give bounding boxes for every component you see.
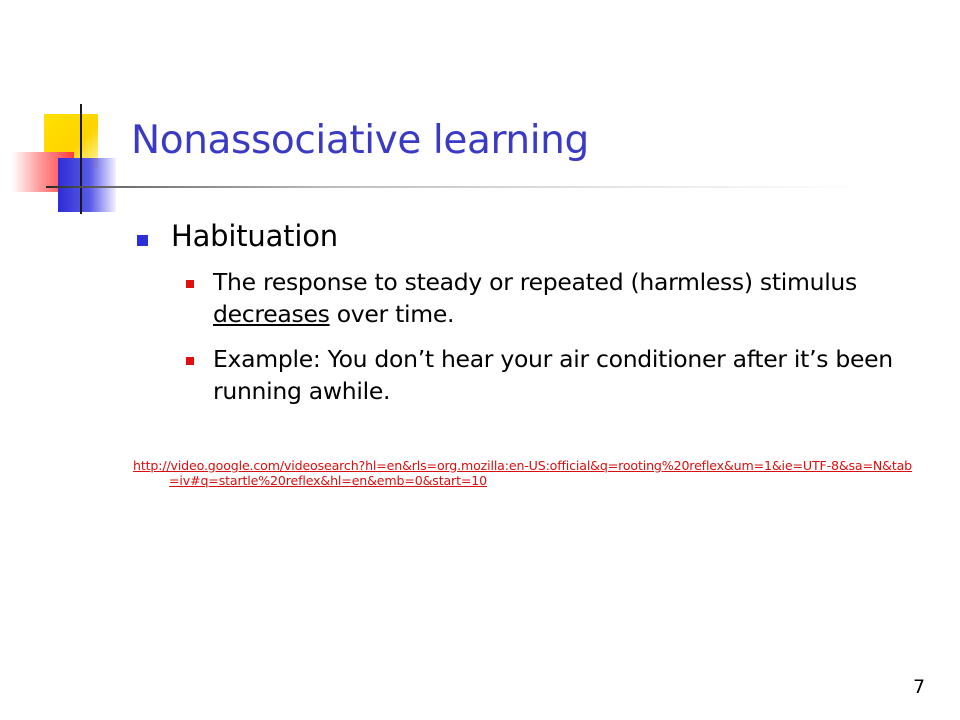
slide-title: Nonassociative learning bbox=[131, 118, 589, 163]
underlined-word: decreases bbox=[213, 300, 330, 328]
bullet-label: Habituation bbox=[171, 219, 338, 253]
square-bullet-icon bbox=[137, 235, 148, 246]
page-number: 7 bbox=[913, 676, 926, 698]
square-bullet-icon bbox=[186, 280, 194, 288]
sub-bullet-text-end: over time. bbox=[329, 300, 455, 328]
sub-bullet-text: Example: You don’t hear your air conditioner after it’s been running awhile. bbox=[213, 345, 893, 405]
square-bullet-icon bbox=[186, 357, 194, 365]
logo-blue-square bbox=[58, 158, 116, 212]
title-underline-rule bbox=[46, 186, 866, 188]
sub-bullet-text bbox=[213, 266, 933, 330]
logo-vertical-line bbox=[80, 104, 82, 214]
video-search-link[interactable]: http://video.google.com/videosearch?hl=en&rls=org.mozilla:en-US:official&q=rooting%20reflex&um=1&ie=UTF-8&sa=N&tab=iv#q=startle%20reflex&hl=en&emb=0&start=10 bbox=[133, 458, 913, 488]
sub-bullet-text-start: The response to steady or repeated (harmless) stimulus bbox=[213, 268, 857, 296]
